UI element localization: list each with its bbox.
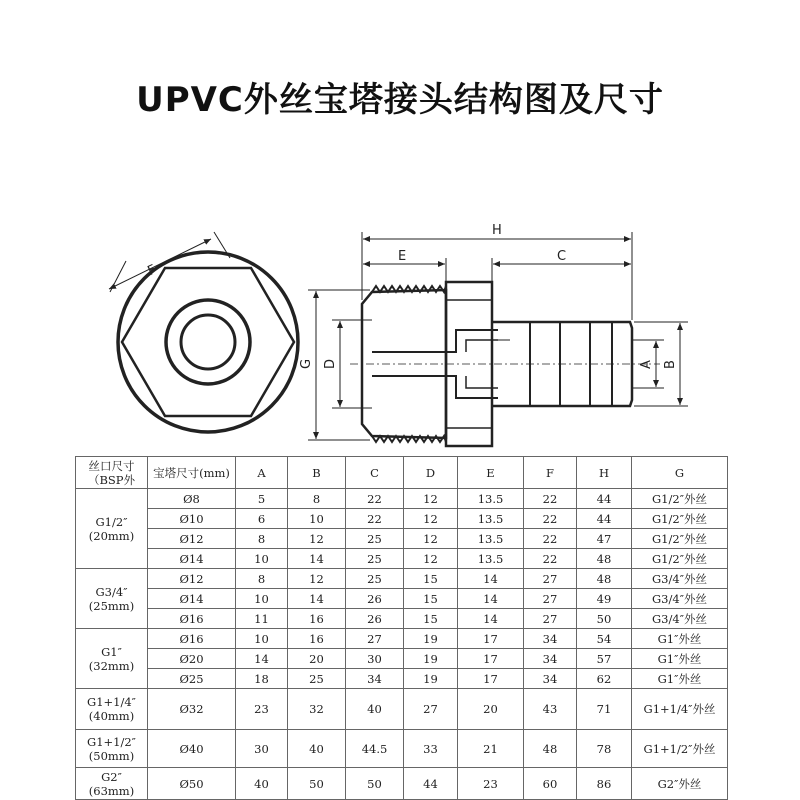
cell-e: 20 [458,689,524,730]
cell-a: 5 [236,489,288,509]
cell-e: 14 [458,569,524,589]
cell-c: 25 [346,529,404,549]
cell-b: 12 [288,529,346,549]
dim-label-h: H [492,223,502,238]
cell-d: 19 [404,669,458,689]
thread-size-cell: G1/2″ (20mm) [76,489,148,569]
cell-e: 14 [458,609,524,629]
cell-c: 25 [346,549,404,569]
table-row [76,489,728,509]
header-d: D [404,457,458,489]
cell-b: 14 [288,589,346,609]
cell-size: Ø8 [148,489,236,509]
header-c: C [346,457,404,489]
cell-c: 22 [346,489,404,509]
header-f: F [524,457,577,489]
cell-size: Ø10 [148,509,236,529]
cell-d: 44 [404,768,458,800]
table-row [76,689,728,730]
cell-g: G3/4″外丝 [632,609,728,629]
cell-f: 22 [524,489,577,509]
cell-f: 34 [524,629,577,649]
cell-f: 22 [524,549,577,569]
cell-e: 13.5 [458,509,524,529]
cell-e: 17 [458,629,524,649]
cell-c: 44.5 [346,730,404,768]
cell-d: 12 [404,489,458,509]
cell-c: 50 [346,768,404,800]
dim-label-a: A [639,360,654,369]
cell-g: G1″外丝 [632,649,728,669]
cell-b: 10 [288,509,346,529]
cell-f: 60 [524,768,577,800]
table-row [76,529,728,549]
dimension-table [75,456,728,800]
cell-f: 34 [524,669,577,689]
table-row [76,609,728,629]
table-row [76,629,728,649]
cell-h: 50 [577,609,632,629]
cell-size: Ø16 [148,609,236,629]
cell-size: Ø16 [148,629,236,649]
cell-b: 12 [288,569,346,589]
table-row [76,569,728,589]
cell-f: 34 [524,649,577,669]
cell-g: G3/4″外丝 [632,569,728,589]
cell-a: 23 [236,689,288,730]
cell-a: 8 [236,569,288,589]
cell-size: Ø12 [148,569,236,589]
cell-f: 22 [524,509,577,529]
cell-b: 40 [288,730,346,768]
cell-f: 43 [524,689,577,730]
cell-d: 12 [404,509,458,529]
cell-h: 48 [577,549,632,569]
bore-outer-circle [166,300,250,384]
cell-d: 12 [404,529,458,549]
dim-label-d: D [323,358,338,369]
cell-size: Ø20 [148,649,236,669]
cell-d: 12 [404,549,458,569]
cell-f: 22 [524,529,577,549]
cell-g: G1″外丝 [632,669,728,689]
cell-d: 15 [404,569,458,589]
cell-h: 44 [577,509,632,529]
cell-b: 25 [288,669,346,689]
header-a: A [236,457,288,489]
table-row [76,649,728,669]
cell-size: Ø25 [148,669,236,689]
dim-label-e: E [398,249,407,264]
cell-c: 26 [346,609,404,629]
cell-a: 40 [236,768,288,800]
cell-h: 71 [577,689,632,730]
cell-f: 27 [524,569,577,589]
cell-e: 13.5 [458,529,524,549]
cell-a: 10 [236,549,288,569]
cell-size: Ø50 [148,768,236,800]
cell-f: 27 [524,609,577,629]
cell-size: Ø32 [148,689,236,730]
thread-size-cell: G2″ (63mm) [76,768,148,800]
cell-e: 21 [458,730,524,768]
table-row [76,730,728,768]
cell-h: 49 [577,589,632,609]
header-barb-size: 宝塔尺寸(mm) [148,457,236,489]
dim-label-g: G [299,358,314,369]
dim-label-f: F [145,262,159,279]
cell-g: G1/2″外丝 [632,509,728,529]
cell-a: 30 [236,730,288,768]
header-thread-size: 丝口尺寸 （BSP外 [76,457,148,489]
cell-h: 47 [577,529,632,549]
cell-g: G1/2″外丝 [632,549,728,569]
cell-b: 16 [288,629,346,649]
cell-h: 57 [577,649,632,669]
cell-e: 14 [458,589,524,609]
cell-f: 48 [524,730,577,768]
cell-g: G1/2″外丝 [632,489,728,509]
header-g: G [632,457,728,489]
cell-h: 78 [577,730,632,768]
table-row [76,589,728,609]
cell-a: 8 [236,529,288,549]
table-row [76,669,728,689]
dim-label-b: B [663,360,678,369]
table-row [76,509,728,529]
cell-e: 17 [458,669,524,689]
cell-c: 26 [346,589,404,609]
table-header-row [76,457,728,489]
table-row [76,768,728,800]
cell-b: 20 [288,649,346,669]
cell-g: G1+1/2″外丝 [632,730,728,768]
thread-size-cell: G1″ (32mm) [76,629,148,689]
cell-g: G1″外丝 [632,629,728,649]
cell-g: G1/2″外丝 [632,529,728,549]
cell-d: 19 [404,629,458,649]
cell-f: 27 [524,589,577,609]
cell-e: 17 [458,649,524,669]
cell-a: 14 [236,649,288,669]
cell-c: 25 [346,569,404,589]
cell-a: 11 [236,609,288,629]
cell-h: 62 [577,669,632,689]
cell-h: 54 [577,629,632,649]
side-view [308,232,688,446]
cell-g: G2″外丝 [632,768,728,800]
cell-c: 40 [346,689,404,730]
hex-outer-circle [118,252,298,432]
cell-e: 23 [458,768,524,800]
end-view [109,232,298,432]
cell-h: 48 [577,569,632,589]
thread-size-cell: G3/4″ (25mm) [76,569,148,629]
bore-inner-circle [181,315,235,369]
cell-a: 18 [236,669,288,689]
cell-g: G3/4″外丝 [632,589,728,609]
header-b: B [288,457,346,489]
cell-b: 50 [288,768,346,800]
table-body [76,489,728,800]
cell-b: 14 [288,549,346,569]
cell-g: G1+1/4″外丝 [632,689,728,730]
cell-c: 34 [346,669,404,689]
thread-size-cell: G1+1/2″ (50mm) [76,730,148,768]
cell-size: Ø40 [148,730,236,768]
cell-h: 86 [577,768,632,800]
table-row [76,549,728,569]
cell-a: 10 [236,589,288,609]
cell-e: 13.5 [458,549,524,569]
header-h: H [577,457,632,489]
cell-a: 6 [236,509,288,529]
cell-e: 13.5 [458,489,524,509]
cell-a: 10 [236,629,288,649]
cell-d: 19 [404,649,458,669]
cell-h: 44 [577,489,632,509]
cell-c: 27 [346,629,404,649]
cell-c: 22 [346,509,404,529]
cell-d: 15 [404,609,458,629]
cell-size: Ø12 [148,529,236,549]
header-e: E [458,457,524,489]
cell-b: 8 [288,489,346,509]
cell-d: 27 [404,689,458,730]
cell-d: 33 [404,730,458,768]
cell-b: 32 [288,689,346,730]
page-title: UPVC外丝宝塔接头结构图及尺寸 [136,80,664,120]
hex-nut-outline [122,268,294,416]
cell-size: Ø14 [148,589,236,609]
cell-b: 16 [288,609,346,629]
cell-size: Ø14 [148,549,236,569]
thread-size-cell: G1+1/4″ (40mm) [76,689,148,730]
cell-d: 15 [404,589,458,609]
dim-label-c: C [557,249,567,264]
cell-c: 30 [346,649,404,669]
